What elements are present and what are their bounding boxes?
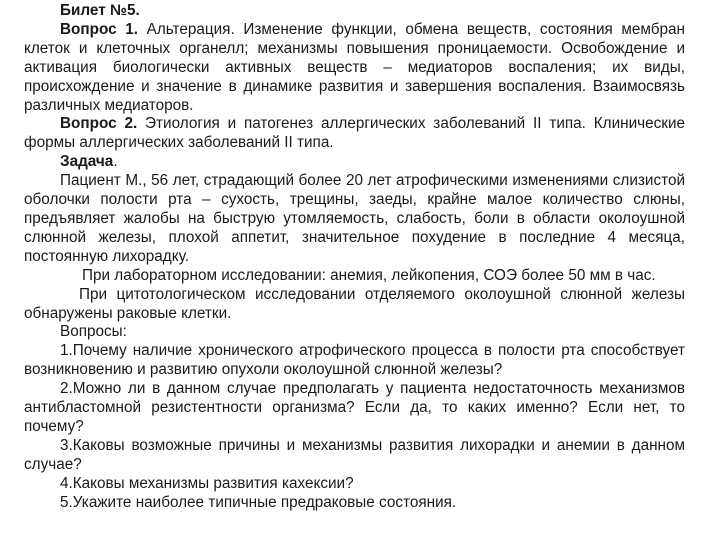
task-label: Задача	[60, 153, 114, 171]
task-question-1: 1.Почему наличие хронического атрофического процесса в полости рта способствует возникновению и развитию опухоли околоушной слюнной железы?	[24, 342, 685, 379]
question-1	[24, 21, 685, 116]
question-1-label: Вопрос 1.	[60, 20, 138, 38]
task-question-5: 5.Укажите наиболее типичные предраковые состояния.	[60, 493, 457, 511]
task-question-3: 3.Каковы возможные причины и механизмы развития лихорадки и анемии в данном случае?	[24, 436, 685, 473]
ticket-title: Билет №5.	[60, 2, 140, 19]
task-cyto-text: При цитотологическом исследовании отделяемого околоушной слюнной железы обнаружены раковые клетки.	[24, 285, 685, 322]
question-2-text: Этиология и патогенез аллергических заболеваний II типа. Клинические формы аллергических заболеваний II типа.	[24, 115, 685, 152]
task-lab-text: При лабораторном исследовании: анемия, лейкопения, СОЭ более 50 мм в час.	[82, 266, 656, 284]
task-question-4: 4.Каковы механизмы развития кахексии?	[60, 474, 354, 492]
task-questions-heading: Вопросы:	[60, 323, 127, 341]
ticket-document	[24, 2, 685, 512]
question-2	[24, 115, 685, 153]
task-case-text: Пациент М., 56 лет, страдающий более 20 лет атрофическими изменениями слизистой оболочки полости рта – сухость, трещины, заеды, крайне малое количество слюны, предъявляет жалобы на быструю утомляемость, слабость, боли в области околоушной слюнной железы, плохой аппетит, значительное похудение в последние 4 месяца, постоянную лихорадку.	[24, 172, 685, 265]
task-question-2: 2.Можно ли в данном случае предполагать у пациента недостаточность механизмов антибластомной резистентности организма? Если да, то каких именно? Если нет, то почему?	[24, 380, 685, 435]
ticket-title-line	[24, 2, 685, 21]
task-label-suffix: .	[113, 153, 118, 171]
question-1-text: Альтерация. Изменение функции, обмена веществ, состояния мембран клеток и клеточных органелл; механизмы повышения проницаемости. Освобождение и активация биологически активных веществ – медиаторов воспаления; их виды, происхождение и значение в динамике развития и завершения воспаления. Взаимосвязь различных медиаторов.	[24, 20, 685, 114]
task-heading	[24, 153, 685, 172]
question-2-label: Вопрос 2.	[60, 115, 138, 133]
